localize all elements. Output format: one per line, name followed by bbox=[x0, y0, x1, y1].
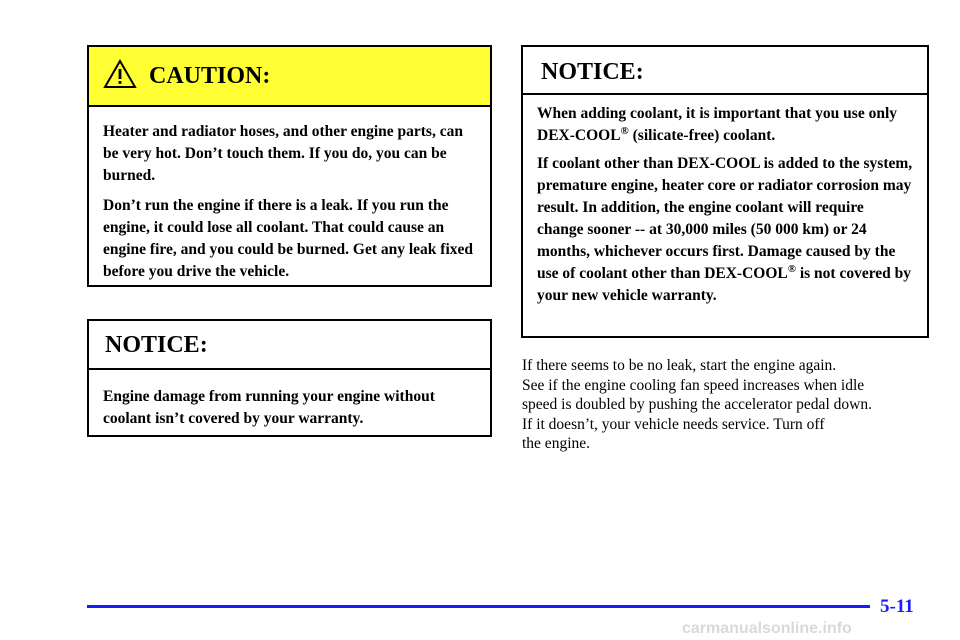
notice-right-p1-text: When adding coolant, it is important that you use only DEX-COOL bbox=[537, 105, 897, 144]
caution-header bbox=[89, 47, 490, 107]
registered-mark: ® bbox=[787, 262, 796, 275]
registered-mark: ® bbox=[620, 124, 629, 137]
notice-box-left bbox=[87, 319, 492, 437]
notice-left-text: Engine damage from running your engine without coolant isn’t covered by your warranty. bbox=[103, 388, 435, 427]
notice-right-p2-tail: is not covered by your new vehicle warranty. bbox=[537, 265, 912, 304]
notice-left-header bbox=[89, 321, 490, 370]
notice-right-p2-text: If coolant other than DEX-COOL is added to the system, premature engine, heater core or radiator corrosion may result. In addition, the engine coolant will require change sooner -- at 30,000 miles (50 000 km) or 24 months, whichever occurs first. Damage caused by the use of coolant other than DEX-COOL bbox=[537, 155, 913, 282]
body-line: If it doesn’t, your vehicle needs service. Turn off bbox=[522, 415, 825, 433]
body-paragraph bbox=[522, 356, 942, 454]
body-line: speed is doubled by pushing the accelerator pedal down. bbox=[522, 396, 872, 413]
notice-right-header bbox=[523, 47, 927, 95]
caution-paragraph-1: Heater and radiator hoses, and other engine parts, can be very hot. Don’t touch them. If you do, you can be burned. bbox=[103, 123, 463, 184]
notice-left-title: NOTICE: bbox=[105, 332, 208, 358]
notice-right-paragraph-1 bbox=[537, 103, 913, 147]
caution-title: CAUTION: bbox=[149, 63, 271, 89]
body-line: the engine. bbox=[522, 435, 591, 452]
notice-right-p1-tail: (silicate-free) coolant. bbox=[628, 127, 776, 144]
caution-paragraph-2: Don’t run the engine if there is a leak. If you run the engine, it could lose all coolant. That could cause an engine fire, and you could be burned. Get any leak fixed before you drive the vehicle. bbox=[103, 197, 474, 280]
page-number: 5-11 bbox=[880, 596, 914, 617]
notice-right-paragraph-2 bbox=[537, 153, 913, 307]
footer-rule bbox=[87, 605, 870, 608]
caution-box bbox=[87, 45, 492, 287]
body-line: If there seems to be no leak, start the engine again. bbox=[522, 357, 837, 374]
watermark: carmanualsonline.info bbox=[682, 620, 852, 637]
body-line: See if the engine cooling fan speed increases when idle bbox=[522, 376, 865, 394]
notice-box-right bbox=[521, 45, 929, 338]
notice-right-title: NOTICE: bbox=[541, 59, 644, 85]
warning-triangle-icon bbox=[103, 59, 137, 89]
